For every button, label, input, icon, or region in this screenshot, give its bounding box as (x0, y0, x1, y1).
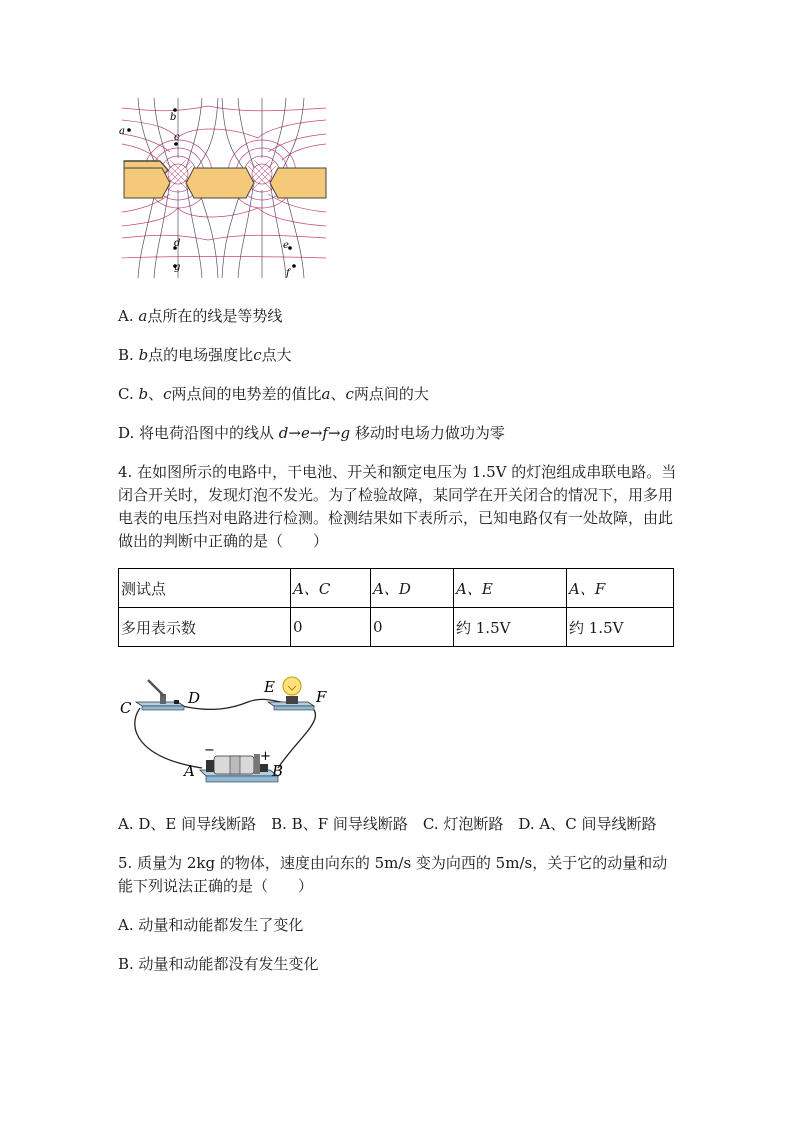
q3-option-d[interactable]: D. 将电荷沿图中的线从 d→e→f→g 移动时电场力做功为零 (118, 424, 505, 442)
label-e: e (283, 240, 289, 251)
q3-option-b[interactable]: B. b点的电场强度比c点大 (118, 346, 292, 364)
table-cell: A、E (454, 569, 567, 608)
q5-option-b[interactable]: B. 动量和动能都没有发生变化 (118, 955, 319, 973)
circuit-label-a: A (184, 762, 195, 780)
label-c: c (174, 132, 180, 143)
table-cell: 0 (371, 608, 454, 647)
circuit-label-c: C (120, 699, 132, 717)
circuit-figure (118, 668, 338, 790)
circuit-label-f: F (316, 688, 327, 706)
q4-test-table (118, 568, 674, 647)
q5-stem: 5. 质量为 2kg 的物体，速度由向东的 5m/s 变为向西的 5m/s，关于它的动量和动能下列说法正确的是（ ） (118, 854, 668, 895)
q3-option-a[interactable]: A. a点所在的线是等势线 (118, 307, 283, 325)
table-cell: 测试点 (119, 569, 291, 608)
table-cell: A、F (567, 569, 674, 608)
circuit-label-e: E (264, 678, 275, 696)
label-g: g (174, 262, 181, 273)
circuit-label-d: D (188, 689, 201, 707)
electric-field-figure (118, 98, 330, 278)
q4-options[interactable]: A. D、E 间导线断路 B. B、F 间导线断路 C. 灯泡断路 D. A、C 间导线断路 (118, 815, 657, 833)
label-d: d (174, 238, 181, 249)
table-cell: 0 (291, 608, 371, 647)
q4-stem: 4. 在如图所示的电路中，干电池、开关和额定电压为 1.5V 的灯泡组成串联电路。当闭合开关时，发现灯泡不发光。为了检验故障，某同学在开关闭合的情况下，用多用电表的电压挡对电路进行检测。检测结果如下表所示，已知电路仅有一处故障，由此做出的判断中正确的是（ ） (118, 463, 677, 550)
table-cell: 多用表示数 (119, 608, 291, 647)
table-cell: A、C (291, 569, 371, 608)
table-cell: 约 1.5V (567, 608, 674, 647)
label-b: b (170, 112, 177, 123)
table-cell: 约 1.5V (454, 608, 567, 647)
q5-option-a[interactable]: A. 动量和动能都发生了变化 (118, 916, 304, 934)
q3-option-c[interactable]: C. b、c两点间的电势差的值比a、c两点间的大 (118, 385, 429, 403)
circuit-label-b: B (272, 762, 284, 780)
battery-plus-sign: + (260, 749, 271, 764)
battery-minus-sign: − (204, 743, 215, 758)
label-f: f (286, 268, 290, 278)
table-cell: A、D (371, 569, 454, 608)
table-row (119, 569, 674, 608)
label-a: a (119, 126, 125, 137)
table-row (119, 608, 674, 647)
